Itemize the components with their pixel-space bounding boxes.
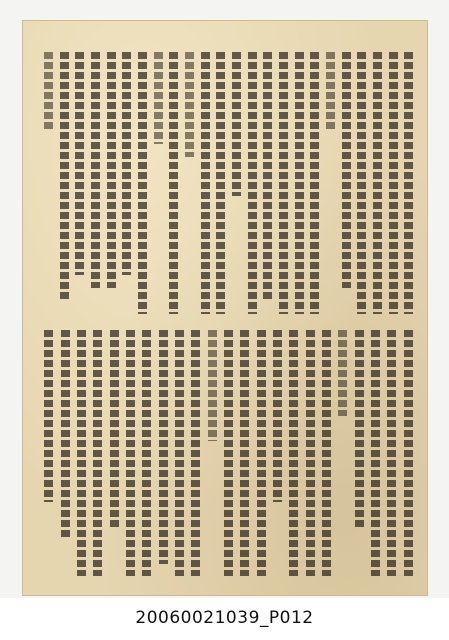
text-column xyxy=(355,330,364,527)
text-column xyxy=(404,330,413,576)
text-column xyxy=(138,52,147,314)
text-column xyxy=(44,330,53,502)
text-column xyxy=(310,52,319,314)
page-identifier: 20060021039_P012 xyxy=(135,608,314,628)
text-column xyxy=(387,330,396,576)
text-column xyxy=(61,330,70,539)
text-column xyxy=(371,330,380,576)
text-column xyxy=(110,330,119,527)
text-column xyxy=(232,52,241,196)
text-column xyxy=(240,330,249,576)
text-column xyxy=(322,330,331,576)
text-column xyxy=(248,52,257,314)
lower-text-block xyxy=(40,330,416,576)
text-column xyxy=(44,52,53,131)
text-column xyxy=(175,330,184,576)
text-column xyxy=(191,330,200,576)
text-column xyxy=(273,330,282,502)
text-column xyxy=(326,52,335,131)
text-column xyxy=(208,330,217,441)
text-column xyxy=(338,330,347,416)
text-column xyxy=(357,52,366,314)
text-column xyxy=(77,330,86,576)
text-column xyxy=(159,330,168,564)
text-column xyxy=(142,330,151,576)
text-column xyxy=(389,52,398,314)
text-column xyxy=(263,52,272,301)
text-column xyxy=(279,52,288,314)
text-column xyxy=(295,52,304,314)
text-column xyxy=(75,52,84,275)
text-column xyxy=(169,52,178,314)
text-column xyxy=(126,330,135,576)
text-column xyxy=(122,52,131,275)
upper-text-block xyxy=(40,52,416,314)
text-column xyxy=(93,330,102,576)
text-column xyxy=(91,52,100,288)
text-column xyxy=(257,330,266,576)
text-column xyxy=(373,52,382,314)
text-column xyxy=(107,52,116,288)
text-column xyxy=(60,52,69,301)
text-column xyxy=(201,52,210,314)
text-column xyxy=(404,52,413,314)
document-page xyxy=(22,20,428,596)
text-column xyxy=(216,52,225,314)
text-column xyxy=(342,52,351,288)
text-column xyxy=(154,52,163,144)
text-column xyxy=(185,52,194,157)
text-column xyxy=(224,330,233,576)
text-column xyxy=(289,330,298,576)
text-column xyxy=(306,330,315,576)
